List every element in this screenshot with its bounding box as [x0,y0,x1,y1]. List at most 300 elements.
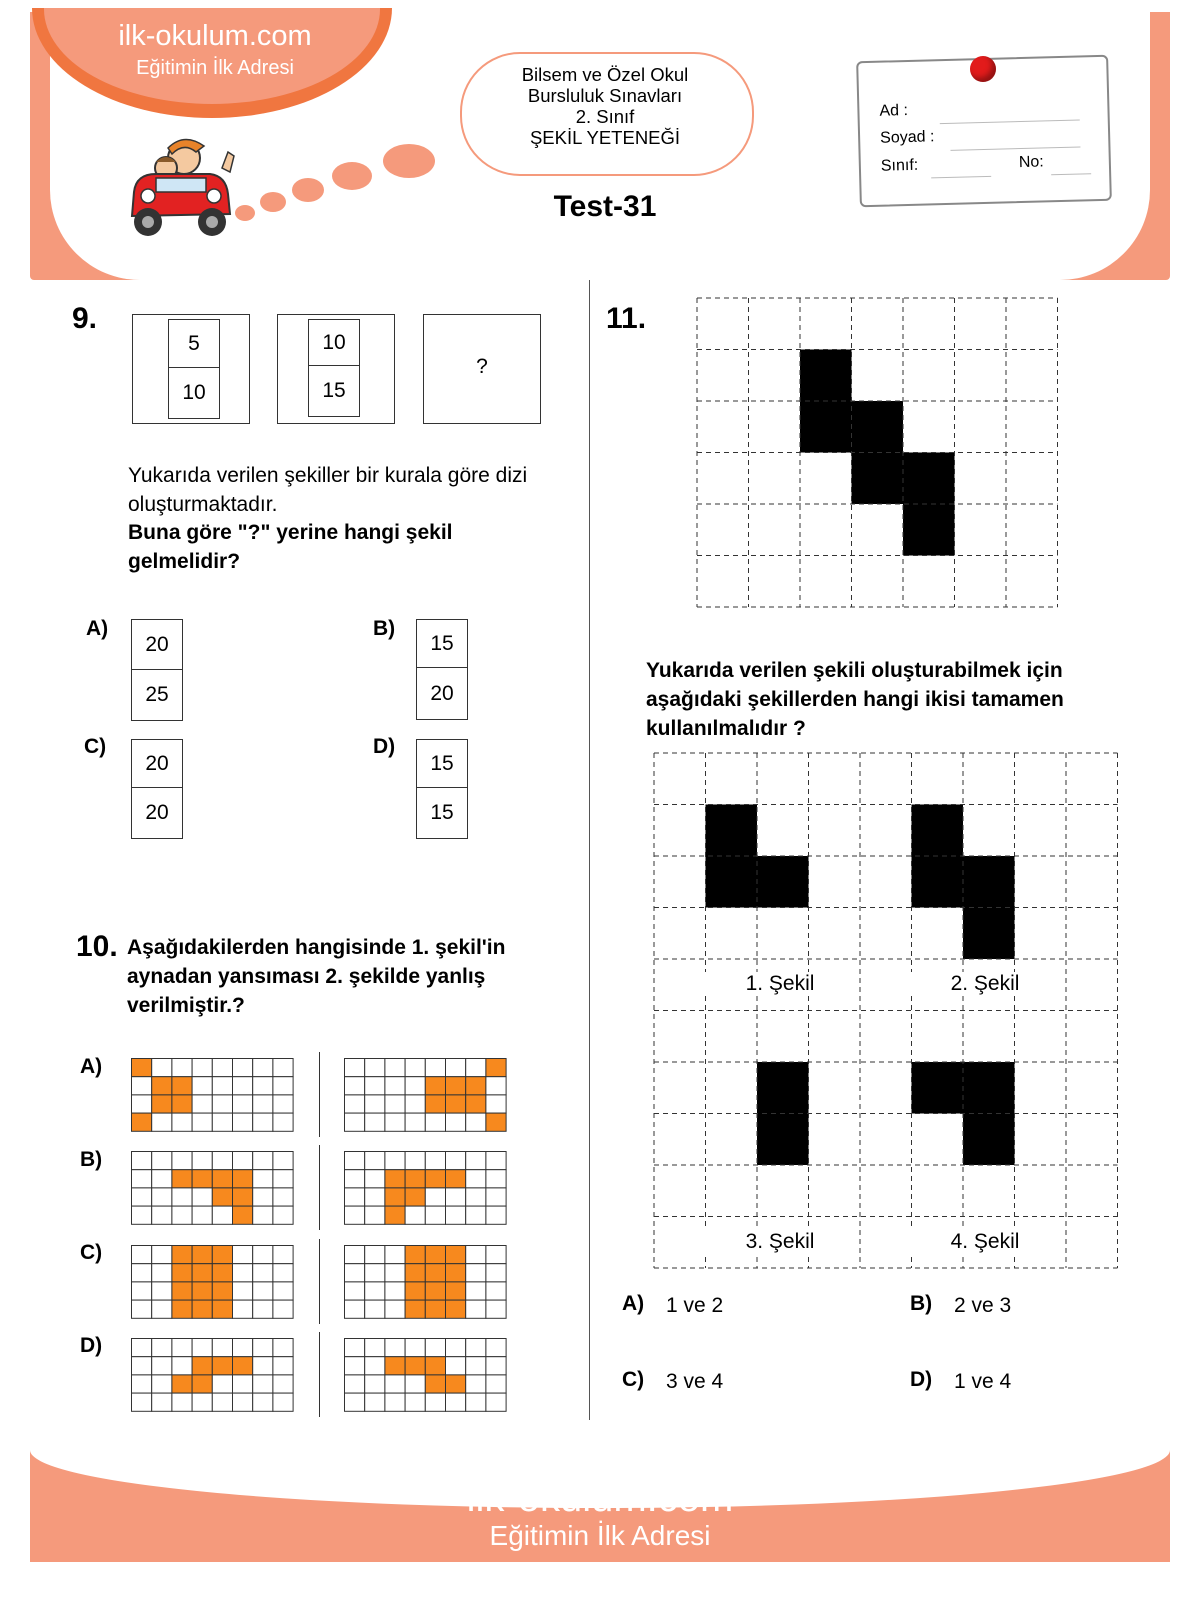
filled-cell [212,1357,232,1375]
q10-option-a-label[interactable]: A) [80,1055,103,1078]
main-filled-cell [852,401,904,453]
filled-cell [446,1170,466,1188]
grid-cell [233,1393,253,1411]
question-9-number: 9. [72,302,98,335]
filled-cell [172,1264,192,1282]
grid-cell [192,1188,212,1206]
filled-cell [405,1170,425,1188]
logo-title[interactable]: ilk-okulum.com [118,20,312,52]
grid-cell [233,1077,253,1095]
grid-cell [253,1188,273,1206]
grid-cell [405,1152,425,1170]
q11-option-c-label[interactable]: C) [622,1368,645,1391]
q9-option-a-top[interactable]: 20 [131,619,183,671]
grid-cell [172,1059,192,1077]
grid-cell [446,1059,466,1077]
mirror-line [319,1145,320,1230]
grid-cell [466,1152,486,1170]
filled-cell [172,1170,192,1188]
grid-cell [385,1300,405,1318]
filled-cell [486,1059,506,1077]
grid-cell [253,1282,273,1300]
filled-cell [212,1188,232,1206]
grid-cell [152,1246,172,1264]
grid-cell [345,1170,365,1188]
grid-cell [345,1357,365,1375]
filled-cell [446,1095,466,1113]
main-filled-cell [852,453,904,505]
grid-cell [486,1264,506,1282]
filled-cell [425,1077,445,1095]
q9-option-a-label[interactable]: A) [86,617,109,640]
q10-option-b-left-grid [131,1151,294,1225]
thought-bubble [292,178,324,202]
grid-cell [345,1264,365,1282]
grid-cell [132,1206,152,1224]
grid-cell [345,1206,365,1224]
grid-cell [365,1357,385,1375]
grid-cell [192,1152,212,1170]
grid-cell [152,1300,172,1318]
filled-cell [446,1282,466,1300]
grid-cell [152,1170,172,1188]
shape-3-label: 3. Şekil [705,1230,855,1254]
grid-cell [425,1188,445,1206]
mirror-line [319,1052,320,1137]
filled-cell [486,1113,506,1131]
grid-cell [486,1095,506,1113]
sequence-cell: 15 [308,365,360,417]
grid-cell [132,1077,152,1095]
grid-cell [405,1339,425,1357]
filled-cell [192,1375,212,1393]
grid-cell [253,1077,273,1095]
mirror-line [319,1332,320,1417]
grid-cell [212,1059,232,1077]
grid-cell [192,1393,212,1411]
name-label: Ad : [879,101,909,120]
filled-cell [172,1282,192,1300]
question-11-text: Yukarıda verilen şekili oluşturabilmek için aşağıdaki şekillerden hangi ikisi tamamen kullanılmalıdır ? [646,659,1064,740]
filled-cell [446,1300,466,1318]
grid-cell [345,1095,365,1113]
grid-cell [172,1152,192,1170]
grid-cell [405,1393,425,1411]
mirror-line [319,1239,320,1324]
sequence-cell: 10 [308,319,360,367]
q11-option-a-value[interactable]: 1 ve 2 [666,1294,724,1317]
grid-cell [233,1300,253,1318]
grid-cell [273,1152,293,1170]
filled-cell [212,1246,232,1264]
grid-cell [365,1188,385,1206]
q10-option-b-label[interactable]: B) [80,1148,103,1171]
grid-cell [466,1246,486,1264]
grid-cell [132,1357,152,1375]
grid-cell [405,1095,425,1113]
thought-bubble [332,162,372,190]
filled-cell [172,1375,192,1393]
grid-cell [273,1206,293,1224]
thought-bubble [260,192,286,212]
grid-cell [345,1375,365,1393]
shape-filled-cell [963,1114,1015,1166]
filled-cell [446,1077,466,1095]
grid-cell [132,1152,152,1170]
q10-option-d-left-grid [131,1338,294,1412]
filled-cell [446,1246,466,1264]
grid-cell [405,1059,425,1077]
column-divider [589,280,590,1420]
grid-cell [233,1339,253,1357]
filled-cell [385,1188,405,1206]
grid-cell [345,1393,365,1411]
shape-filled-cell [963,908,1015,960]
shape-filled-cell [912,805,964,857]
q9-option-c-bottom[interactable]: 20 [131,787,183,839]
grid-cell [425,1113,445,1131]
shape-filled-cell [912,1062,964,1114]
grid-cell [486,1357,506,1375]
grid-cell [192,1095,212,1113]
grid-cell [446,1152,466,1170]
question-10-text: Aşağıdakilerden hangisinde 1. şekil'in aynadan yansıması 2. şekilde yanlış verilmiştir.? [127,936,506,1017]
grid-cell [405,1375,425,1393]
q9-option-a-bottom[interactable]: 25 [131,669,183,721]
main-filled-cell [800,401,852,453]
q9-option-c-label[interactable]: C) [84,735,107,758]
grid-cell [446,1393,466,1411]
grid-cell [233,1246,253,1264]
grid-cell [132,1188,152,1206]
grid-cell [273,1339,293,1357]
surname-label: Soyad : [879,128,935,147]
main-filled-cell [800,350,852,402]
grid-cell [132,1339,152,1357]
grid-cell [365,1095,385,1113]
grid-cell [486,1282,506,1300]
grid-cell [172,1113,192,1131]
q10-option-c-right-grid [344,1245,507,1319]
grid-cell [365,1393,385,1411]
q10-option-c-left-grid [131,1245,294,1319]
grid-cell [385,1077,405,1095]
grid-cell [273,1246,293,1264]
grid-cell [253,1339,273,1357]
grid-cell [345,1077,365,1095]
class-label: Sınıf: [880,156,919,175]
q10-option-d-label[interactable]: D) [80,1334,103,1357]
grid-cell [132,1246,152,1264]
filled-cell [233,1170,253,1188]
q11-option-c-value[interactable]: 3 ve 4 [666,1370,724,1393]
filled-cell [172,1077,192,1095]
grid-cell [365,1206,385,1224]
thought-bubble [383,144,435,178]
surname-line[interactable] [950,146,1080,150]
shape-filled-cell [963,1062,1015,1114]
grid-cell [446,1206,466,1224]
grid-cell [212,1206,232,1224]
shape-filled-cell [706,856,758,908]
grid-cell [253,1246,273,1264]
grid-cell [365,1282,385,1300]
grid-cell [132,1095,152,1113]
grid-cell [212,1113,232,1131]
filled-cell [446,1264,466,1282]
grid-cell [273,1282,293,1300]
grid-cell [273,1170,293,1188]
grid-cell [273,1113,293,1131]
grid-cell [385,1375,405,1393]
grid-cell [233,1264,253,1282]
grid-cell [253,1170,273,1188]
number-label: No: [1018,153,1044,172]
q9-option-b-bottom[interactable]: 20 [416,667,468,720]
filled-cell [405,1300,425,1318]
filled-cell [192,1282,212,1300]
filled-cell [172,1246,192,1264]
grid-cell [152,1206,172,1224]
filled-cell [425,1095,445,1113]
q10-option-a-left-grid [131,1058,294,1132]
grid-cell [345,1152,365,1170]
grid-cell [172,1339,192,1357]
grid-cell [212,1095,232,1113]
grid-cell [345,1188,365,1206]
q11-option-b-value[interactable]: 2 ve 3 [954,1294,1012,1317]
shape-1-label: 1. Şekil [705,972,855,996]
grid-cell [253,1095,273,1113]
grid-cell [486,1170,506,1188]
grid-cell [273,1264,293,1282]
exam-title-line: Bursluluk Sınavları [527,85,683,106]
test-title: Test-31 [553,190,657,223]
grid-cell [405,1206,425,1224]
grid-cell [365,1170,385,1188]
grid-cell [425,1059,445,1077]
grid-cell [466,1170,486,1188]
grid-cell [152,1282,172,1300]
grid-cell [486,1152,506,1170]
filled-cell [233,1188,253,1206]
grid-cell [385,1264,405,1282]
grid-cell [466,1206,486,1224]
shape-filled-cell [757,1062,809,1114]
filled-cell [466,1077,486,1095]
q9-option-b-top[interactable]: 15 [416,619,468,669]
grid-cell [172,1393,192,1411]
shape-filled-cell [706,805,758,857]
grid-cell [152,1188,172,1206]
grid-cell [385,1113,405,1131]
filled-cell [446,1375,466,1393]
grid-cell [385,1393,405,1411]
filled-cell [425,1375,445,1393]
exam-title-line: 2. Sınıf [575,106,635,127]
grid-cell [132,1170,152,1188]
q9-option-b-label[interactable]: B) [373,617,396,640]
number-line[interactable] [1051,173,1091,175]
filled-cell [425,1282,445,1300]
question-mark: ? [476,355,488,378]
q11-option-b-label[interactable]: B) [910,1292,933,1315]
filled-cell [233,1357,253,1375]
question-11-number: 11. [606,302,647,335]
q9-option-d-top[interactable]: 15 [416,739,468,789]
grid-cell [405,1077,425,1095]
q11-option-d-label[interactable]: D) [910,1368,933,1391]
grid-cell [253,1059,273,1077]
grid-cell [466,1113,486,1131]
filled-cell [192,1170,212,1188]
grid-cell [385,1246,405,1264]
grid-cell [466,1375,486,1393]
grid-cell [192,1077,212,1095]
filled-cell [425,1300,445,1318]
q11-shapes-grid [654,753,1118,1269]
footer-subtitle: Eğitimin İlk Adresi [489,1520,711,1551]
grid-cell [466,1059,486,1077]
filled-cell [132,1113,152,1131]
main-filled-cell [903,504,955,556]
grid-cell [152,1152,172,1170]
grid-cell [425,1393,445,1411]
q9-option-d-bottom[interactable]: 15 [416,787,468,839]
filled-cell [405,1264,425,1282]
class-line[interactable] [931,176,991,179]
grid-cell [365,1339,385,1357]
grid-cell [486,1246,506,1264]
filled-cell [212,1264,232,1282]
grid-cell [446,1113,466,1131]
grid-cell [466,1282,486,1300]
grid-cell [233,1095,253,1113]
grid-cell [486,1077,506,1095]
grid-cell [212,1375,232,1393]
grid-cell [405,1113,425,1131]
grid-cell [233,1375,253,1393]
shape-filled-cell [757,856,809,908]
grid-cell [486,1375,506,1393]
grid-cell [132,1264,152,1282]
grid-cell [385,1095,405,1113]
q9-option-c-top[interactable]: 20 [131,739,183,789]
filled-cell [425,1264,445,1282]
grid-cell [466,1393,486,1411]
filled-cell [233,1206,253,1224]
filled-cell [425,1170,445,1188]
grid-cell [152,1264,172,1282]
sequence-cell: 5 [168,319,220,369]
grid-cell [365,1246,385,1264]
q10-option-b-right-grid [344,1151,507,1225]
grid-cell [253,1357,273,1375]
grid-cell [273,1357,293,1375]
grid-cell [345,1059,365,1077]
grid-cell [365,1113,385,1131]
grid-cell [152,1059,172,1077]
grid-cell [273,1059,293,1077]
shape-filled-cell [912,856,964,908]
q9-option-d-label[interactable]: D) [373,735,396,758]
grid-cell [273,1077,293,1095]
pushpin-icon [970,56,996,82]
grid-cell [212,1152,232,1170]
grid-cell [425,1339,445,1357]
grid-cell [446,1188,466,1206]
grid-cell [192,1113,212,1131]
grid-cell [233,1282,253,1300]
filled-cell [192,1246,212,1264]
shape-4-label: 4. Şekil [910,1230,1060,1254]
filled-cell [152,1077,172,1095]
grid-cell [345,1246,365,1264]
grid-cell [446,1339,466,1357]
grid-cell [466,1300,486,1318]
main-filled-cell [903,453,955,505]
grid-cell [466,1339,486,1357]
grid-cell [253,1393,273,1411]
sequence-cell: 10 [168,367,220,419]
grid-cell [192,1339,212,1357]
filled-cell [212,1300,232,1318]
grid-cell [385,1339,405,1357]
filled-cell [405,1282,425,1300]
grid-cell [486,1339,506,1357]
grid-cell [192,1059,212,1077]
grid-cell [486,1300,506,1318]
filled-cell [212,1282,232,1300]
q10-option-c-label[interactable]: C) [80,1241,103,1264]
filled-cell [405,1357,425,1375]
grid-cell [233,1152,253,1170]
filled-cell [425,1357,445,1375]
filled-cell [152,1095,172,1113]
grid-cell [273,1095,293,1113]
grid-cell [385,1152,405,1170]
grid-cell [253,1300,273,1318]
grid-cell [132,1393,152,1411]
exam-title [470,64,740,148]
grid-cell [486,1188,506,1206]
shape-filled-cell [757,1114,809,1166]
shape-2-label: 2. Şekil [910,972,1060,996]
grid-cell [253,1375,273,1393]
grid-cell [233,1059,253,1077]
grid-cell [253,1152,273,1170]
grid-cell [152,1375,172,1393]
shape-filled-cell [963,856,1015,908]
q11-option-a-label[interactable]: A) [622,1292,645,1315]
name-line[interactable] [940,119,1080,124]
filled-cell [466,1095,486,1113]
grid-cell [233,1113,253,1131]
grid-cell [212,1077,232,1095]
footer-title[interactable]: ilk-okulum.com [466,1476,734,1520]
grid-cell [192,1206,212,1224]
q11-option-d-value[interactable]: 1 ve 4 [954,1370,1012,1393]
grid-cell [273,1300,293,1318]
grid-cell [385,1282,405,1300]
q10-option-d-right-grid [344,1338,507,1412]
filled-cell [132,1059,152,1077]
grid-cell [365,1300,385,1318]
grid-cell [132,1375,152,1393]
grid-cell [446,1357,466,1375]
grid-cell [365,1077,385,1095]
grid-cell [365,1375,385,1393]
